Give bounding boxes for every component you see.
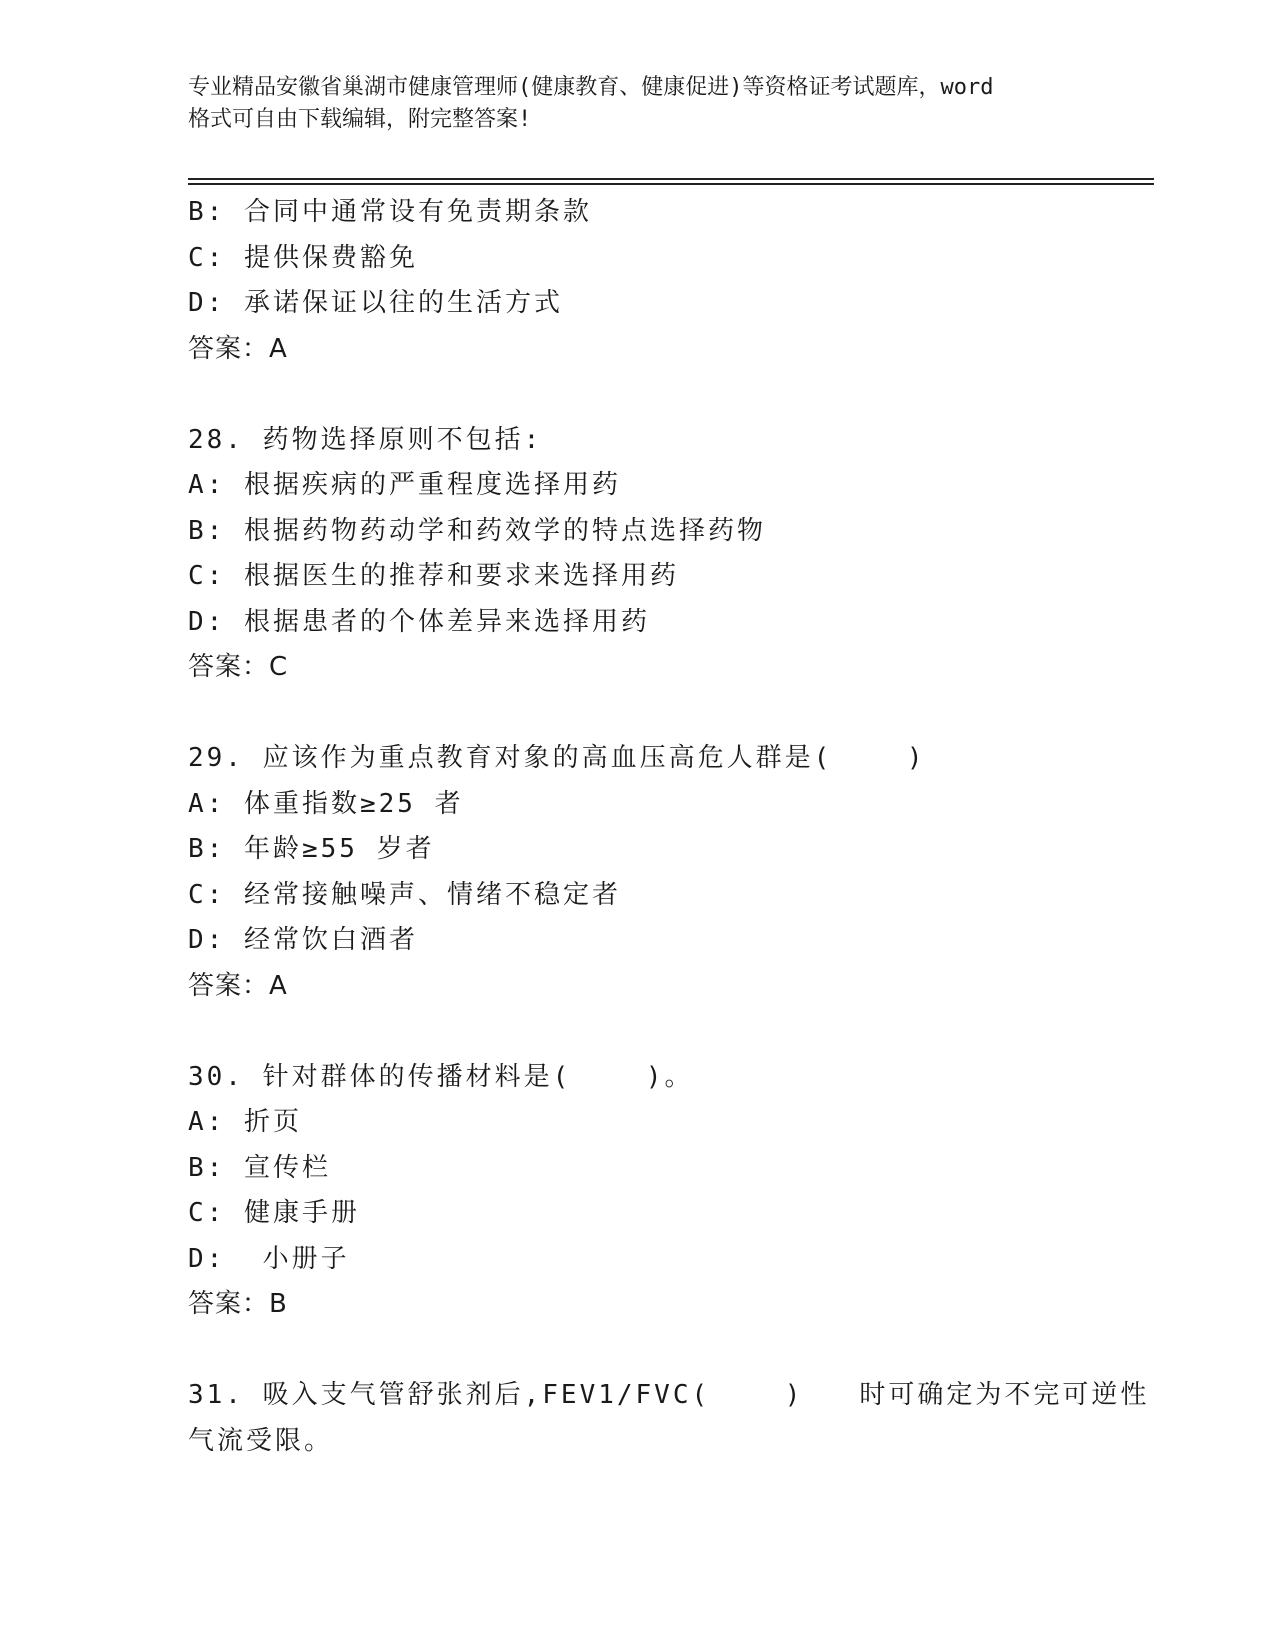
question-stem-28: 28. 药物选择原则不包括:	[188, 424, 543, 455]
spacer	[188, 1009, 1088, 1055]
header-line-2: 格式可自由下载编辑，附完整答案!	[188, 107, 532, 132]
option-c: C: 健康手册	[188, 1198, 360, 1228]
answer-line: 答案：A	[188, 970, 288, 1001]
header-line-1: 专业精品安徽省巢湖市健康管理师(健康教育、健康促进)等资格证考试题库，word	[188, 75, 994, 100]
option-c: C: 根据医生的推荐和要求来选择用药	[188, 561, 679, 591]
question-list	[188, 190, 1150, 1464]
answer-line: 答案：B	[188, 1289, 288, 1319]
option-d: D: 经常饮白酒者	[188, 925, 418, 955]
option-b: B: 根据药物药动学和药效学的特点选择药物	[188, 515, 766, 546]
spacer	[188, 1328, 1088, 1374]
option-a: A: 折页	[188, 1107, 302, 1137]
option-b: B: 合同中通常设有免责期条款	[188, 197, 592, 227]
header-divider-bottom	[188, 183, 1154, 185]
question-stem-31-line-1: 31. 吸入支气管舒张剂后,FEV1/FVC( ) 时可确定为不完可逆性	[188, 1380, 1150, 1410]
question-stem-30: 30. 针对群体的传播材料是( )。	[188, 1061, 694, 1092]
option-b: B: 宣传栏	[188, 1152, 331, 1183]
option-d: D: 承诺保证以往的生活方式	[188, 288, 563, 318]
option-d: D: 根据患者的个体差异来选择用药	[188, 606, 650, 637]
document-header	[188, 72, 1088, 136]
option-c: C: 提供保费豁免	[188, 242, 418, 273]
answer-line: 答案：C	[188, 652, 289, 682]
option-b: B: 年龄≥55 岁者	[188, 834, 435, 864]
option-d: D: 小册子	[188, 1243, 350, 1274]
option-c: C: 经常接触噪声、情绪不稳定者	[188, 879, 621, 910]
question-stem-29: 29. 应该作为重点教育对象的高血压高危人群是( )	[188, 743, 926, 773]
spacer	[188, 691, 1088, 737]
option-a: A: 根据疾病的严重程度选择用药	[188, 470, 621, 500]
spacer	[188, 372, 1088, 418]
option-a: A: 体重指数≥25 者	[188, 788, 464, 819]
answer-line: 答案：A	[188, 333, 288, 364]
question-stem-31-line-2: 气流受限。	[188, 1425, 334, 1456]
header-divider-top	[188, 178, 1154, 180]
